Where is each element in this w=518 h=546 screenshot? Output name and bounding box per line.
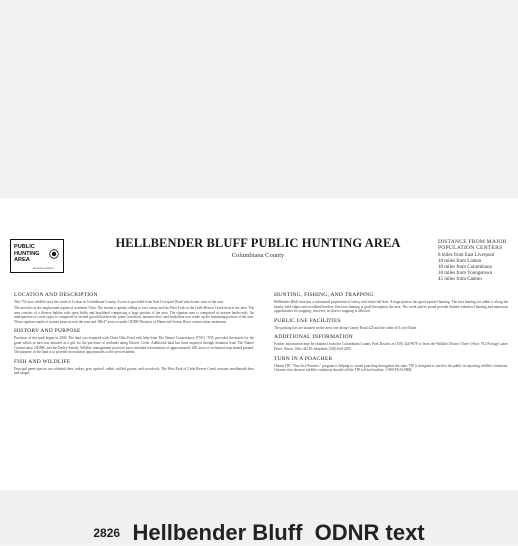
sign-small-text: WILDLIFE DIVISION	[33, 268, 54, 270]
section-heading: HUNTING, FISHING, AND TRAPPING	[274, 292, 374, 298]
section-heading: ADDITIONAL INFORMATION	[274, 334, 353, 341]
distance-item: 18 miles from Youngstown	[438, 271, 493, 276]
caption-text: Hellbender Bluff ODNR text	[132, 520, 425, 545]
distance-item: 45 miles from Canton	[438, 277, 482, 282]
caption	[0, 520, 518, 546]
public-hunting-area-sign	[10, 239, 64, 273]
section-history-purpose	[14, 328, 254, 354]
left-column	[14, 292, 254, 380]
section-public-use-facilities	[274, 318, 508, 331]
sign-line-1: PUBLIC	[14, 244, 35, 250]
section-heading: FISH AND WILDLIFE	[14, 358, 71, 365]
section-heading: HISTORY AND PURPOSE	[14, 328, 81, 335]
sign-line-3: AREA	[14, 257, 30, 264]
distance-item: 8 miles from East Liverpool	[438, 253, 495, 258]
section-paragraph: Purchase of this park began in 2006. The land was acquired with Clean Ohio Fund with help from The Nature Conservancy (TNC). TNC provided the match for the grant which in turn was donated as a gift for the purchase of wetlands along Beaver Creek. Additional land has been acquired through donation from The Nature Conservancy, ODNR, and the Dailey Family. Wildlife management practices have included reforestation of approximately 200 acres of reclaimed strip mined ground. The purpose of the land is to provide recreational opportunities to the area residents.	[14, 336, 254, 355]
section-paragraph: Principal game species are whitetail deer, turkey, grey squirrel, rabbit, ruffled grouse, and woodcock. The West Fork of Little Beaver Creek contains smallmouth bass and sauger.	[14, 366, 254, 376]
sign-text	[14, 244, 39, 264]
section-paragraph: Further information may be obtained from the Columbiana County Park District at (330) 424-9078 or from the Wildlife District Three Office, 912 Portage Lakes Drive, Akron, Ohio 44319; telephone (330) 644-2293.	[274, 342, 508, 351]
section-hunting-fishing-trapping	[274, 292, 508, 314]
section-heading: PUBLIC USE FACILITIES	[274, 317, 341, 324]
top-blank-band	[0, 0, 518, 198]
distance-heading: DISTANCE FROM MAJOR POPULATION CENTERS	[438, 239, 507, 251]
distance-box	[438, 239, 514, 283]
section-fish-wildlife	[14, 359, 254, 376]
section-additional-information	[274, 334, 508, 351]
section-turn-in-a-poacher	[274, 356, 508, 373]
odnr-seal-icon	[49, 249, 59, 259]
section-location-description	[14, 292, 254, 324]
section-paragraph: The parking lots are situated on the area, one along County Road 425 and the other off Lowe Road.	[274, 325, 417, 330]
distance-item: 10 miles from Lisbon	[438, 259, 482, 264]
distance-item: 18 miles from Columbiana	[438, 265, 492, 270]
section-paragraph: Hellbender Bluff area has a substantial population of turkey and white-tail deer. A large portion has good squirrel hunting. The best hunting for rabbit is along the brushy field edges and woodland borders. Raccoon hunting is good throughout the area. The creek and its proud provide limited waterfowl hunting and numerous opportunities for trapping; however, no beaver trapping is allowed.	[274, 300, 508, 314]
sign-line-2: HUNTING	[14, 250, 40, 257]
section-paragraph: This 752-acre wildlife area lies south of Lisbon in Columbiana County. Access is provided from East Liverpool Road which runs west of the area.	[14, 300, 225, 304]
section-paragraph: Obtain TIP, "Turn In a Poacher," program is helping to curtail poaching throughout the state. TIP is designed to involve the public in reporting wildlife violations. Citizens who observe wildlife violations should call the TIP toll-free hotline, 1-800-POACHER.	[274, 363, 508, 373]
caption-number: 2826	[93, 526, 121, 540]
section-paragraph: The area lies in the unglaciated region of northeast Ohio. The terrain is gently rolling to very steep, and the West Fork of the Little Beaver Creek bisects the area. The area consists of a diverse habitat with open fields and brushland comprising a large portion of the area. The riparian area is comprised of mature hardwoods. An interspersion of cover types is comprised of second growth hardwoods, pines, hawthorn, autumn olive, and multiflora rose make up the remaining portion of the area. These riparian stands of mature pines accent the area and 386.47 acres is under ODNR Division of Watercraft Scenic River conservation easements.	[14, 306, 254, 324]
section-heading: TURN IN A POACHER	[274, 355, 333, 362]
right-column	[274, 292, 508, 377]
page-subtitle: Columbiana County	[231, 252, 285, 259]
page-title: HELLBENDER BLUFF PUBLIC HUNTING AREA	[115, 236, 401, 250]
section-heading: LOCATION AND DESCRIPTION	[14, 292, 98, 298]
